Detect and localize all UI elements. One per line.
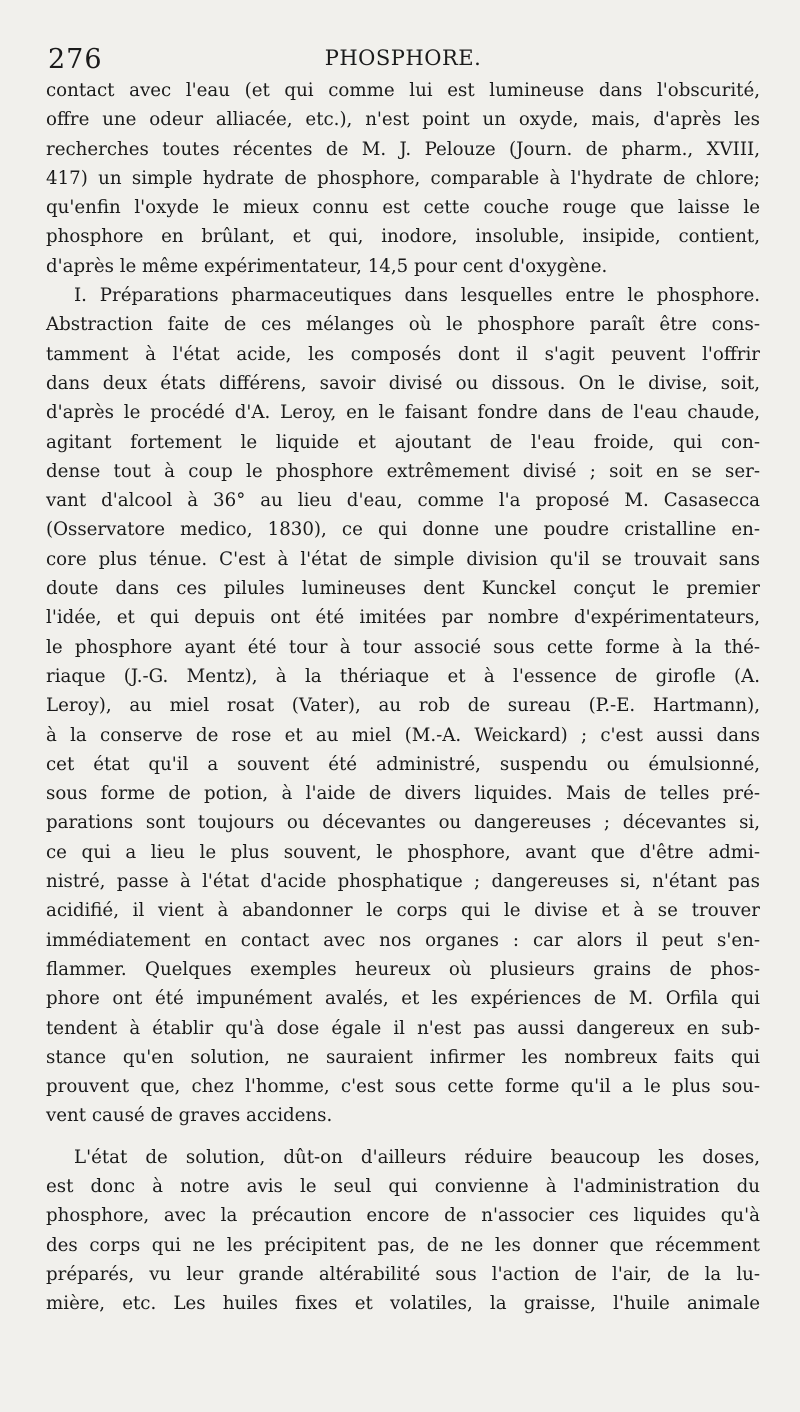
running-title: PHOSPHORE. [324, 46, 482, 70]
text-line: phosphore en brûlant, et qui, inodore, insoluble, insipide, contient, [46, 226, 760, 248]
text-line: riaque (J.-G. Mentz), à la thériaque et à l'essence de girofle (A. [46, 665, 760, 687]
text-line: préparés, vu leur grande altérabilité sous l'action de l'air, de la lu- [46, 1263, 760, 1285]
paragraph-preparations [46, 281, 760, 1131]
text-line: 417) un simple hydrate de phosphore, comparable à l'hydrate de chlore; [46, 167, 760, 189]
text-line: ce qui a lieu le plus souvent, le phosphore, avant que d'être admi- [46, 841, 760, 863]
text-line: qu'enfin l'oxyde le mieux connu est cette couche rouge que laisse le [46, 197, 760, 219]
text-line: (Osservatore medico, 1830), ce qui donne une poudre cristalline en- [46, 519, 760, 541]
text-line: à la conserve de rose et au miel (M.-A. Weickard) ; c'est aussi dans [46, 724, 760, 746]
text-line: prouvent que, chez l'homme, c'est sous cette forme qu'il a le plus sou- [46, 1076, 760, 1098]
text-line: vent causé de graves accidens. [46, 1105, 333, 1127]
text-line: nistré, passe à l'état d'acide phosphatique ; dangereuses si, n'étant pas [46, 871, 760, 893]
text-line: d'après le même expérimentateur, 14,5 pour cent d'oxygène. [46, 255, 608, 277]
text-line: tendent à établir qu'à dose égale il n'est pas aussi dangereux en sub- [46, 1017, 760, 1039]
text-line: phore ont été impunément avalés, et les expériences de M. Orfila qui [46, 988, 760, 1010]
text-line: dans deux états différens, savoir divisé ou dissous. On le divise, soit, [46, 372, 760, 394]
text-line: contact avec l'eau (et qui comme lui est lumineuse dans l'obscurité, [46, 80, 760, 101]
text-line: Leroy), au miel rosat (Vater), au rob de sureau (P.-E. Hartmann), [46, 695, 760, 717]
text-line: I. Préparations pharmaceutiques dans lesquelles entre le phosphore. [74, 285, 760, 307]
text-line: d'après le procédé d'A. Leroy, en le faisant fondre dans de l'eau chaude, [46, 402, 760, 424]
text-line: recherches toutes récentes de M. J. Pelouze (Journ. de pharm., XVIII, [46, 138, 760, 160]
text-line: le phosphore ayant été tour à tour associé sous cette forme à la thé- [46, 636, 760, 658]
text-line: acidifié, il vient à abandonner le corps qui le divise et à se trouver [46, 900, 760, 922]
text-line: parations sont toujours ou décevantes ou dangereuses ; décevantes si, [46, 812, 760, 834]
paragraph-continuation [46, 76, 760, 281]
text-line: est donc à notre avis le seul qui convienne à l'administration du [46, 1175, 760, 1197]
text-line: mière, etc. Les huiles fixes et volatiles, la graisse, l'huile animale [46, 1293, 760, 1315]
text-line: agitant fortement le liquide et ajoutant de l'eau froide, qui con- [46, 431, 760, 453]
running-head [46, 36, 760, 76]
text-line: cet état qu'il a souvent été administré, suspendu ou émulsionné, [46, 753, 760, 775]
text-line: des corps qui ne les précipitent pas, de ne les donner que récemment [46, 1234, 760, 1256]
text-line: phosphore, avec la précaution encore de n'associer ces liquides qu'à [46, 1205, 760, 1227]
text-line: immédiatement en contact avec nos organes : car alors il peut s'en- [46, 929, 760, 951]
text-line: core plus ténue. C'est à l'état de simple division qu'il se trouvait sans [46, 548, 760, 570]
text-line: offre une odeur alliacée, etc.), n'est point un oxyde, mais, d'après les [46, 109, 760, 131]
page-number: 276 [48, 44, 103, 75]
text-line: L'état de solution, dût-on d'ailleurs réduire beaucoup les doses, [74, 1146, 760, 1168]
text-line: l'idée, et qui depuis ont été imitées par nombre d'expérimentateurs, [46, 607, 760, 629]
paragraph-solution [46, 1143, 760, 1319]
text-line: vant d'alcool à 36° au lieu d'eau, comme l'a proposé M. Casasecca [46, 490, 760, 512]
paragraph-gap [46, 1131, 760, 1143]
text-line: tamment à l'état acide, les composés dont il s'agit peuvent l'offrir [46, 343, 760, 365]
text-line: stance qu'en solution, ne sauraient infirmer les nombreux faits qui [46, 1046, 760, 1068]
text-line: sous forme de potion, à l'aide de divers liquides. Mais de telles pré- [46, 783, 760, 805]
text-line: dense tout à coup le phosphore extrêmement divisé ; soit en se ser- [46, 460, 760, 482]
text-line: Abstraction faite de ces mélanges où le phosphore paraît être cons- [46, 314, 760, 336]
body-text [46, 76, 760, 1318]
text-line: doute dans ces pilules lumineuses dent Kunckel conçut le premier [46, 578, 760, 600]
text-line: flammer. Quelques exemples heureux où plusieurs grains de phos- [46, 958, 760, 980]
